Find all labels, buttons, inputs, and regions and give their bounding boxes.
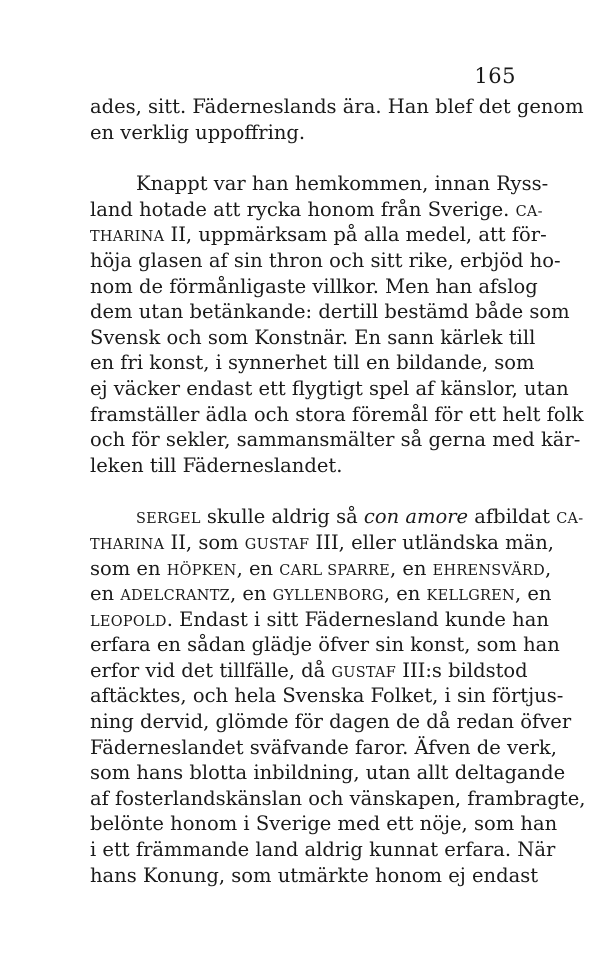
text-run: hans Konung, som utmärkte honom ej endast bbox=[90, 863, 539, 887]
text-run: leken till Fäderneslandet. bbox=[90, 453, 343, 477]
text-run: nom de förmånligaste villkor. Men han afslog bbox=[90, 274, 538, 298]
text-run: , en bbox=[389, 556, 433, 580]
text-run: , en bbox=[236, 556, 280, 580]
text-run: Knappt var han hemkommen, innan Ryss- bbox=[136, 172, 549, 196]
italic-phrase: con amore bbox=[363, 505, 469, 529]
text-run: i ett främmande land aldrig kunnat erfara. När bbox=[90, 838, 556, 862]
text-line bbox=[90, 760, 566, 786]
small-caps-name: SERGEL bbox=[136, 511, 201, 528]
small-caps-name: GUSTAF bbox=[331, 664, 397, 681]
text-run: aftäcktes, och hela Svenska Folket, i sin förtjus- bbox=[90, 684, 564, 708]
text-line bbox=[90, 427, 581, 453]
text-line bbox=[90, 376, 569, 402]
text-run: , en bbox=[229, 582, 273, 606]
text-run: en fri konst, i synnerhet till en bildande, som bbox=[90, 351, 535, 375]
text-run: som en bbox=[90, 556, 167, 580]
text-line bbox=[90, 658, 528, 684]
text-run: Svensk och som Konstnär. En sann kärlek till bbox=[90, 325, 536, 349]
text-run: III, eller utländska män, bbox=[309, 530, 554, 554]
text-run: erfara en sådan glädje öfver sin konst, som han bbox=[90, 633, 560, 657]
small-caps-name: HÖPKEN bbox=[166, 562, 237, 579]
text-run: Fäderneslandet sväfvande faror. Äfven de verk, bbox=[90, 735, 557, 759]
text-run: en bbox=[90, 582, 121, 606]
text-run: och för sekler, sammansmälter så gerna med kär- bbox=[90, 428, 581, 452]
text-run: erfor vid det tillfälle, då bbox=[90, 658, 332, 682]
text-run: afbildat bbox=[468, 505, 557, 529]
small-caps-name: GUSTAF bbox=[244, 536, 310, 553]
text-run: land hotade att rycka honom från Sverige. bbox=[90, 197, 516, 221]
text-run: ades, sitt. Fäderneslands ära. Han blef det genom bbox=[90, 95, 584, 118]
text-run: , en bbox=[383, 582, 427, 606]
text-run: ning dervid, glömde för dagen de då redan öfver bbox=[90, 710, 572, 734]
small-caps-name: LEOPOLD bbox=[90, 613, 167, 630]
paragraph bbox=[90, 171, 584, 478]
text-line bbox=[90, 504, 584, 530]
text-line bbox=[90, 325, 536, 351]
text-run: II, uppmärksam på alla medel, att för- bbox=[164, 223, 547, 247]
text-line bbox=[90, 786, 586, 812]
small-caps-name: CA- bbox=[556, 511, 584, 528]
text-line bbox=[90, 248, 561, 274]
text-run: , en bbox=[514, 582, 552, 606]
small-caps-name: KELLGREN bbox=[426, 588, 515, 605]
paragraph-gap bbox=[90, 145, 517, 171]
text-run: ej väcker endast ett flygtigt spel af känslor, utan bbox=[90, 376, 569, 400]
text-run: , bbox=[544, 556, 552, 580]
small-caps-name: EHRENSVÄRD bbox=[432, 562, 545, 579]
text-line bbox=[90, 837, 556, 863]
text-run: belönte honom i Sverige med ett nöje, som han bbox=[90, 812, 558, 836]
text-line bbox=[90, 197, 543, 223]
small-caps-name: THARINA bbox=[90, 536, 165, 553]
text-line bbox=[90, 222, 547, 248]
text-line bbox=[90, 709, 572, 735]
text-line bbox=[90, 556, 552, 582]
text-run: af fosterlandskänslan och vänskapen, frambragte, bbox=[90, 786, 586, 810]
small-caps-name: GYLLENBORG bbox=[272, 588, 384, 605]
text-run: . Endast i sitt Fädernesland kunde han bbox=[166, 607, 549, 631]
paragraph bbox=[90, 504, 586, 888]
text-line bbox=[90, 863, 539, 889]
text-line bbox=[90, 607, 549, 633]
text-line bbox=[90, 171, 549, 197]
text-run: dem utan betänkande: dertill bestämd både som bbox=[90, 300, 570, 324]
text-line bbox=[90, 735, 557, 761]
small-caps-name: THARINA bbox=[90, 229, 165, 246]
text-line bbox=[90, 530, 554, 556]
text-line bbox=[90, 350, 535, 376]
text-line bbox=[90, 94, 584, 120]
text-run: skulle aldrig så bbox=[200, 505, 364, 529]
text-line bbox=[90, 120, 517, 146]
text-run: III:s bildstod bbox=[396, 658, 528, 682]
text-run: höja glasen af sin thron och sitt rike, erbjöd ho- bbox=[90, 248, 561, 272]
text-run: som hans blotta inbildning, utan allt deltagande bbox=[90, 761, 566, 785]
text-line bbox=[90, 811, 558, 837]
body-text bbox=[90, 94, 586, 888]
text-run: II, som bbox=[164, 530, 245, 554]
text-run: framställer ädla och stora föremål för ett helt folk bbox=[90, 402, 584, 426]
paragraph bbox=[90, 94, 584, 145]
small-caps-name: CA- bbox=[515, 203, 543, 220]
text-line bbox=[90, 453, 517, 479]
text-line bbox=[90, 402, 584, 428]
small-caps-name: CARL SPARRE bbox=[279, 562, 390, 579]
text-line bbox=[90, 299, 570, 325]
text-line bbox=[90, 632, 560, 658]
page-number: 165 bbox=[474, 64, 516, 88]
small-caps-name: ADELCRANTZ bbox=[120, 588, 230, 605]
text-run: en verklig uppoffring. bbox=[90, 120, 306, 144]
text-line bbox=[90, 274, 538, 300]
paragraph-gap bbox=[90, 478, 517, 504]
text-line bbox=[90, 683, 564, 709]
text-line bbox=[90, 581, 552, 607]
